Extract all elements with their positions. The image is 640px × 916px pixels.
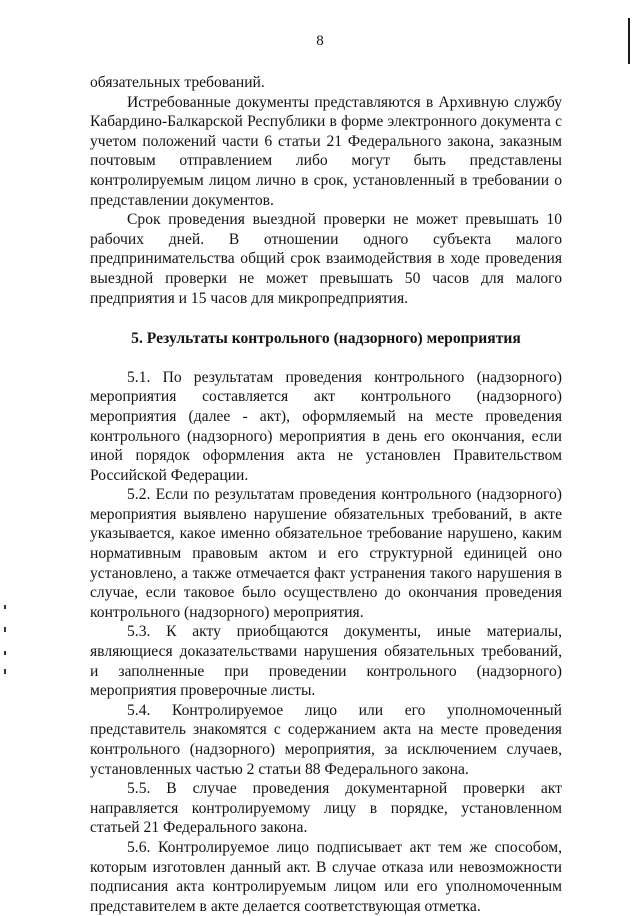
scan-edge-mark — [628, 18, 630, 64]
page-number: 8 — [316, 33, 324, 49]
paragraph-continuation: обязательных требований. — [90, 74, 265, 91]
clause-5-5: 5.5. В случае проведения документарной проверки акт направляется контролируемому лицу в порядке, установленном статьей 21 Федерального закона. — [90, 780, 562, 837]
document-body — [90, 73, 562, 916]
clause-5-3: 5.3. К акту приобщаются документы, иные материалы, являющиеся доказательствами нарушения обязательных требований, и заполненные при проведении контрольного (надзорного) мероприятия проверочные листы. — [90, 623, 562, 700]
paragraph-inspection-duration: Срок проведения выездной проверки не может превышать 10 рабочих дней. В отношении одного субъекта малого предпринимательства общий срок взаимодействия в ходе проведения выездной проверки не может превышать 50 часов для малого предприятия и 15 часов для микропредприятия. — [90, 211, 562, 307]
clause-5-2: 5.2. Если по результатам проведения контрольного (надзорного) мероприятия выявлено нарушение обязательных требований, в акте указывается, какое именно обязательное требование нарушено, каким нормативным правовым актом и его структурной единицей оно установлено, а также отмечается факт устранения такого нарушения в случае, если таковое было осуществлено до окончания проведения контрольного (надзорного) мероприятия. — [90, 486, 562, 621]
clause-5-6: 5.6. Контролируемое лицо подписывает акт тем же способом, которым изготовлен данный акт. В случае отказа или невозможности подписания акта контролируемым лицом или его уполномоченным представителем в акте делается соответствующая отметка. — [90, 838, 562, 915]
clause-5-1: 5.1. По результатам проведения контрольного (надзорного) мероприятия составляется акт контрольного (надзорного) мероприятия (далее - акт), оформляемый на месте проведения контрольного (надзорного) мероприятия в день его окончания, если иной порядок оформления акта не установлен Правительством Российской Федерации. — [90, 368, 562, 484]
section-heading: 5. Результаты контрольного (надзорного) мероприятия — [131, 330, 521, 348]
scan-margin-marks — [4, 605, 7, 685]
paragraph-documents-submission: Истребованные документы представляются в Архивную службу Кабардино-Балкарской Республики в форме электронного документа с учетом положений части 6 статьи 21 Федерального закона, заказным почтовым отправлением либо могут быть представлены контролируемым лицом лично в срок, установленный в требовании о представлении документов. — [90, 93, 562, 209]
clause-5-4: 5.4. Контролируемое лицо или его уполномоченный представитель знакомятся с содержанием акта на месте проведения контрольного (надзорного) мероприятия, за исключением случаев, установленных частью 2 статьи 88 Федерального закона. — [90, 701, 562, 778]
